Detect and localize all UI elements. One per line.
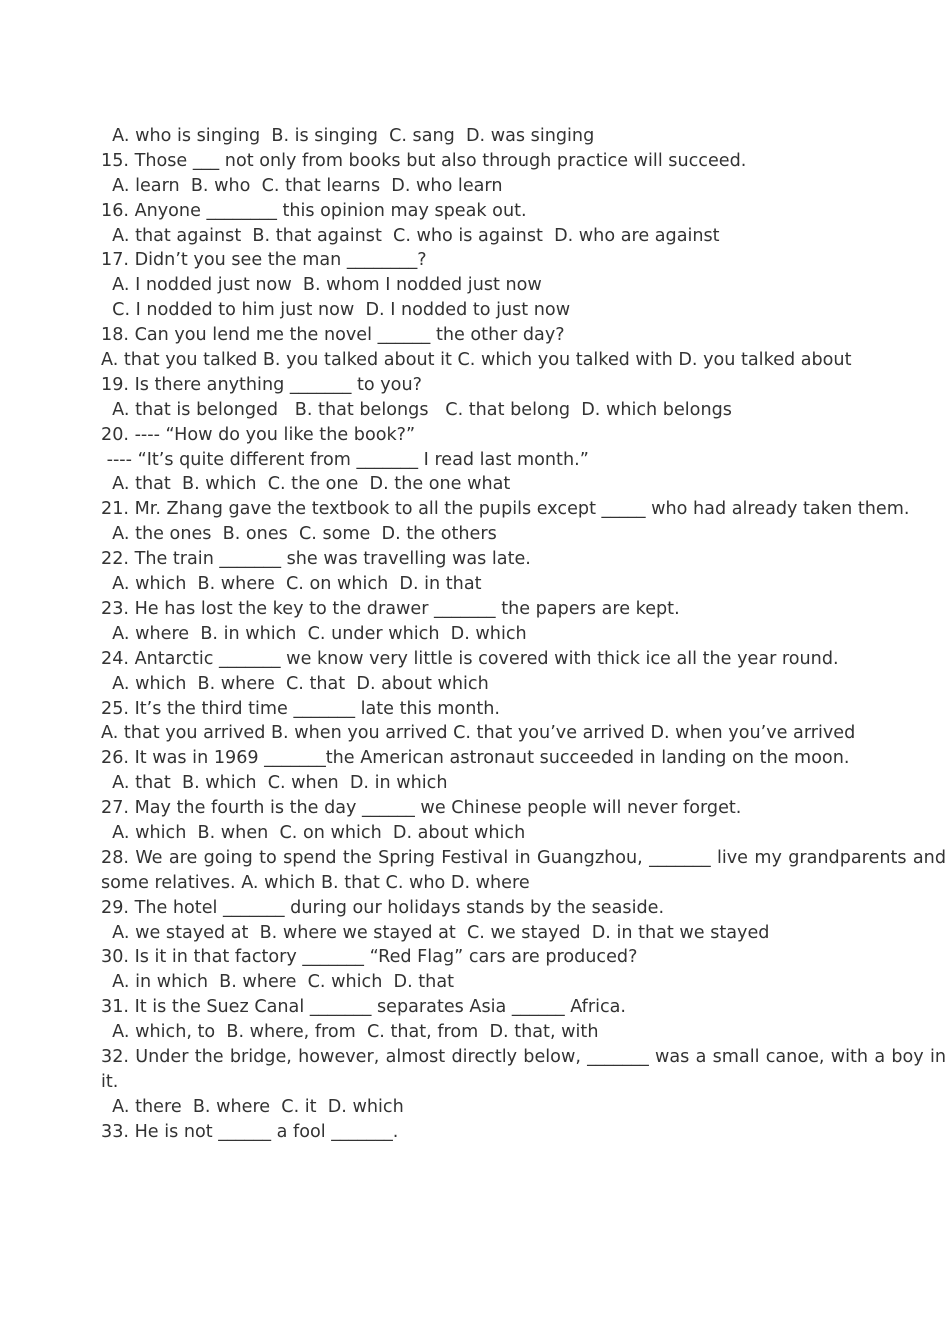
text-line: A. that you talked B. you talked about it C. which you talked with D. you talked about bbox=[101, 350, 852, 371]
text-line: A. that is belonged B. that belongs C. that belong D. which belongs bbox=[101, 399, 732, 420]
question-line: 23. He has lost the key to the drawer _______ the papers are kept. bbox=[101, 598, 680, 619]
text-line: A. learn B. who C. that learns D. who learn bbox=[101, 175, 503, 196]
question-line: 19. Is there anything _______ to you? bbox=[101, 374, 422, 395]
question-line: 21. Mr. Zhang gave the textbook to all the pupils except _____ who had already taken them. bbox=[101, 499, 910, 520]
question-line: 27. May the fourth is the day ______ we Chinese people will never forget. bbox=[101, 798, 742, 819]
question-line: 28. We are going to spend the Spring Festival in Guangzhou, _______ live my grandparents and some relatives. A. which B. that C. who D. where bbox=[101, 847, 946, 893]
question-line: 25. It’s the third time _______ late this month. bbox=[101, 698, 500, 719]
question-line: 33. He is not ______ a fool _______. bbox=[101, 1121, 399, 1142]
text-line: A. I nodded just now B. whom I nodded just now bbox=[101, 275, 542, 296]
text-line: A. who is singing B. is singing C. sang D. was singing bbox=[101, 126, 595, 146]
question-line: 16. Anyone ________ this opinion may speak out. bbox=[101, 200, 527, 221]
text-line: A. that B. which C. the one D. the one what bbox=[101, 474, 511, 495]
text-line: A. in which B. where C. which D. that bbox=[101, 972, 455, 993]
exercise-page bbox=[101, 124, 946, 1145]
text-line: A. that B. which C. when D. in which bbox=[101, 773, 448, 794]
text-line: A. that against B. that against C. who is against D. who are against bbox=[101, 225, 720, 246]
question-line: 29. The hotel _______ during our holidays stands by the seaside. bbox=[101, 897, 665, 918]
text-line: A. which B. where C. that D. about which bbox=[101, 673, 489, 694]
question-line: 32. Under the bridge, however, almost directly below, _______ was a small canoe, with a boy in it. bbox=[101, 1047, 946, 1092]
text-line: A. where B. in which C. under which D. which bbox=[101, 623, 527, 644]
text-line: ---- “It’s quite different from _______ I read last month.” bbox=[101, 449, 589, 470]
question-line: 24. Antarctic _______ we know very little is covered with thick ice all the year round. bbox=[101, 648, 839, 669]
text-line: A. which B. when C. on which D. about which bbox=[101, 822, 526, 843]
question-line: 20. ---- “How do you like the book?” bbox=[101, 424, 416, 445]
text-line: A. there B. where C. it D. which bbox=[101, 1096, 404, 1117]
text-line: A. that you arrived B. when you arrived C. that you’ve arrived D. when you’ve arrived bbox=[101, 723, 856, 744]
text-line: A. which, to B. where, from C. that, from D. that, with bbox=[101, 1022, 599, 1043]
question-line: 22. The train _______ she was travelling was late. bbox=[101, 549, 531, 570]
question-line: 26. It was in 1969 _______the American astronaut succeeded in landing on the moon. bbox=[101, 748, 850, 769]
text-line: C. I nodded to him just now D. I nodded to just now bbox=[101, 300, 571, 321]
question-line: 18. Can you lend me the novel ______ the other day? bbox=[101, 325, 565, 346]
text-line: A. which B. where C. on which D. in that bbox=[101, 574, 482, 595]
text-line: A. the ones B. ones C. some D. the others bbox=[101, 524, 497, 545]
question-line: 15. Those ___ not only from books but also through practice will succeed. bbox=[101, 150, 747, 171]
question-line: 31. It is the Suez Canal _______ separates Asia ______ Africa. bbox=[101, 997, 627, 1018]
text-line: A. we stayed at B. where we stayed at C. we stayed D. in that we stayed bbox=[101, 922, 770, 943]
question-line: 17. Didn’t you see the man ________? bbox=[101, 250, 427, 271]
question-line: 30. Is it in that factory _______ “Red Flag” cars are produced? bbox=[101, 947, 638, 968]
